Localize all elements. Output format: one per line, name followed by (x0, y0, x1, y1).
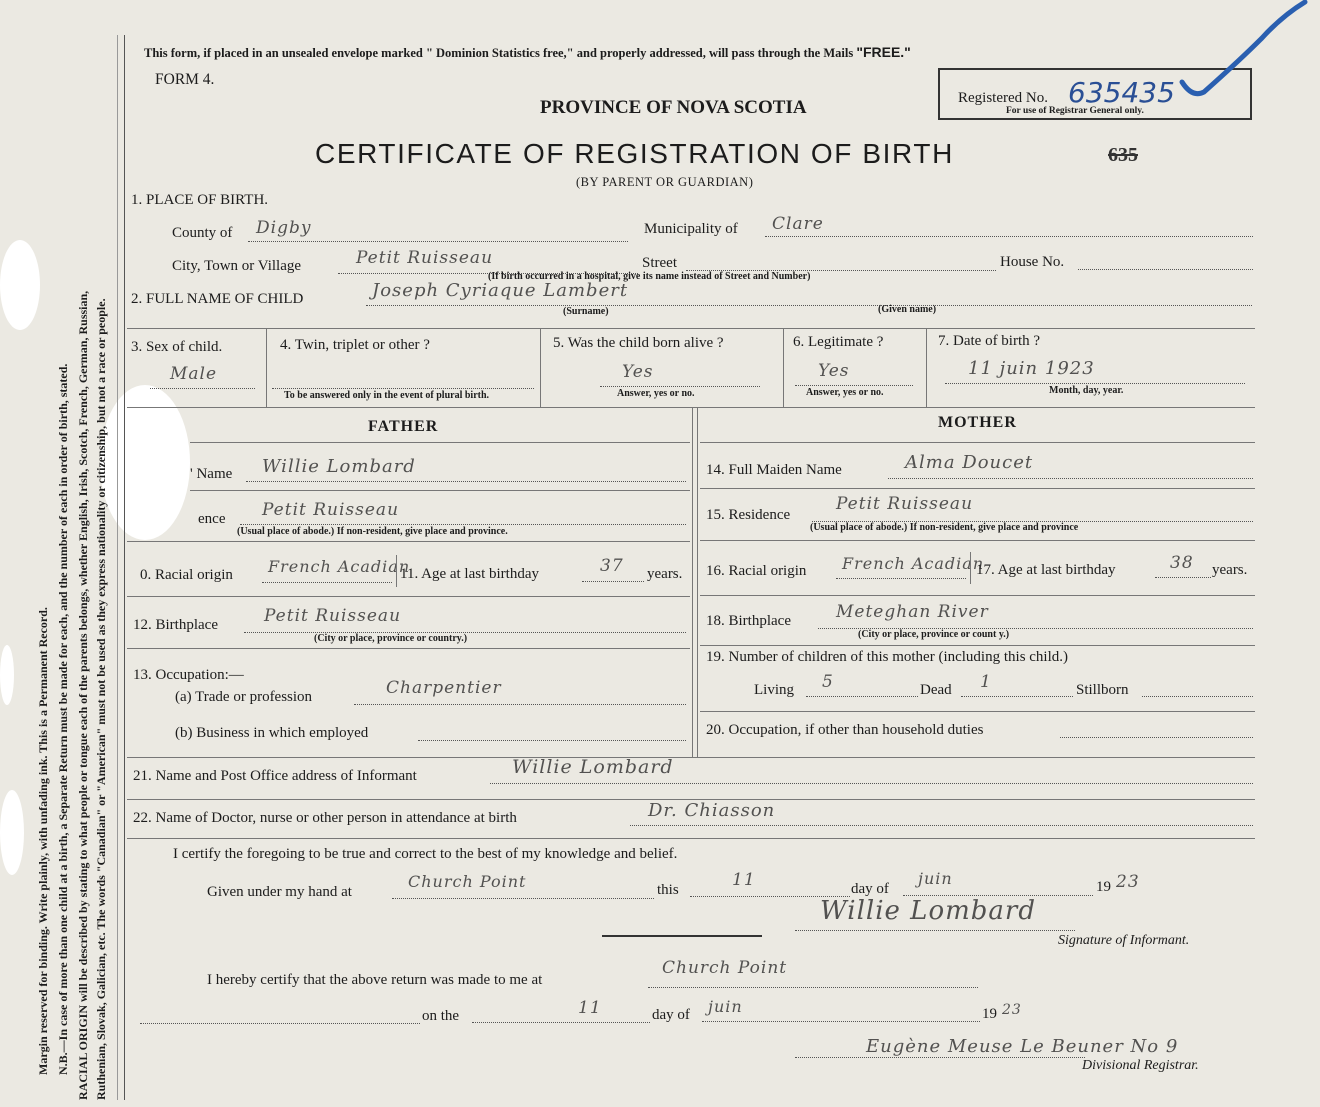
father-name-label: ' Name (190, 466, 233, 482)
margin-border (117, 35, 118, 1100)
registrar-year-suffix: 23 (1002, 1002, 1022, 1018)
registered-number: 635435 (1068, 76, 1175, 109)
on-the-label: on the (422, 1008, 460, 1024)
given-year-suffix: 23 (1116, 872, 1140, 892)
father-age-label: 11. Age at last birthday (400, 566, 539, 582)
alive-note: Answer, yes or no. (617, 388, 695, 399)
form-number: FORM 4. (155, 71, 215, 88)
street-label: Street (642, 255, 677, 271)
registrar-place-value: Church Point (662, 958, 788, 978)
father-residence-label: ence (198, 511, 226, 527)
torn-edge (0, 645, 14, 705)
legitimate-value: Yes (818, 361, 850, 381)
mother-age-years: years. (1212, 562, 1248, 578)
mother-age-label: 17. Age at last birthday (976, 562, 1116, 578)
mail-notice-text: This form, if placed in an unsealed envelope marked " Dominion Statistics free," and properly addressed, will pass through the Mails (144, 46, 854, 60)
mother-residence-label: 15. Residence (706, 507, 791, 523)
margin-note-racial-origin: RACIAL ORIGIN will be described by stating to what people or tongue each of the parents belongs, whether English, Irish, Scotch, French, German, Russian, (76, 290, 90, 1100)
registered-label: Registered No. (958, 90, 1048, 106)
province-title: PROVINCE OF NOVA SCOTIA (540, 97, 807, 118)
occupation-label: 13. Occupation:— (133, 667, 244, 683)
house-label: House No. (1000, 254, 1065, 270)
legitimate-label: 6. Legitimate ? (793, 334, 884, 350)
twin-note: To be answered only in the event of plural birth. (284, 390, 490, 401)
informant-label: 21. Name and Post Office address of Informant (133, 768, 417, 784)
given-place-value: Church Point (408, 872, 527, 891)
mother-residence-value: Petit Ruisseau (836, 494, 974, 514)
dead-value: 1 (980, 672, 992, 692)
crossed-number: 635 (1108, 144, 1138, 166)
city-value: Petit Ruisseau (356, 248, 494, 268)
place-of-birth-heading: 1. PLACE OF BIRTH. (131, 192, 269, 208)
municipality-label: Municipality of (644, 221, 738, 237)
municipality-value: Clare (772, 214, 824, 234)
father-heading: FATHER (368, 418, 439, 435)
day-of-label-2: day of (652, 1007, 690, 1023)
registrar-year-prefix: 19 (982, 1006, 997, 1022)
registrar-signature: Eugène Meuse Le Beuner No 9 (866, 1036, 1179, 1057)
doctor-value: Dr. Chiasson (648, 800, 776, 821)
registrar-note: For use of Registrar General only. (1006, 106, 1144, 116)
torn-edge (0, 790, 24, 875)
margin-note-binding: Margin reserved for binding. Write plainly, with unfading ink. This is a Permanent Record. (36, 607, 50, 1075)
father-racial-value: French Acadian (268, 557, 411, 576)
father-name-value: Willie Lombard (262, 456, 416, 477)
dob-label: 7. Date of birth ? (938, 333, 1041, 349)
father-residence-note: (Usual place of abode.) If non-resident, give place and province. (237, 526, 508, 537)
given-day-value: 11 (732, 870, 756, 890)
dob-value: 11 juin 1923 (968, 358, 1095, 379)
mail-notice (144, 44, 911, 61)
child-name-label: 2. FULL NAME OF CHILD (131, 291, 304, 307)
margin-border (124, 35, 125, 1100)
mother-name-label: 14. Full Maiden Name (706, 462, 842, 478)
alive-value: Yes (622, 362, 654, 382)
informant-signature: Willie Lombard (820, 896, 1036, 926)
mother-heading: MOTHER (938, 414, 1017, 431)
day-of-label: day of (851, 881, 889, 897)
signature-informant-label: Signature of Informant. (1058, 933, 1190, 948)
margin-note-multiple-births: N.B.—In case of more than one child at a birth, a Separate Return must be made for each, and the number of each in order of birth, stated. (56, 363, 70, 1075)
father-racial-label: 0. Racial origin (140, 567, 233, 583)
given-year-prefix: 19 (1096, 879, 1111, 895)
given-month-value: juin (918, 869, 953, 888)
certificate-title: CERTIFICATE OF REGISTRATION OF BIRTH (315, 138, 954, 169)
sex-value: Male (170, 364, 218, 384)
business-label: (b) Business in which employed (175, 725, 369, 741)
dead-label: Dead (920, 682, 952, 698)
mother-birthplace-value: Meteghan River (836, 602, 989, 622)
living-value: 5 (822, 672, 834, 692)
registrar-month-value: juin (708, 997, 743, 1016)
registrar-day-value: 11 (578, 998, 602, 1018)
children-label: 19. Number of children of this mother (including this child.) (706, 649, 1069, 665)
stillborn-label: Stillborn (1076, 682, 1129, 698)
certificate-subtitle: (BY PARENT OR GUARDIAN) (576, 175, 754, 189)
mother-birthplace-note: (City or place, province or count y.) (858, 629, 1010, 640)
mail-notice-free: "FREE." (856, 44, 911, 60)
trade-value: Charpentier (386, 678, 502, 698)
mother-birthplace-label: 18. Birthplace (706, 613, 791, 629)
trade-label: (a) Trade or profession (175, 689, 313, 705)
father-residence-value: Petit Ruisseau (262, 500, 400, 520)
county-label: County of (172, 225, 233, 241)
alive-label: 5. Was the child born alive ? (553, 335, 724, 351)
mother-racial-label: 16. Racial origin (706, 563, 807, 579)
mother-age-value: 38 (1170, 553, 1194, 573)
father-age-years: years. (647, 566, 683, 582)
sex-label: 3. Sex of child. (131, 339, 223, 355)
father-age-value: 37 (600, 556, 624, 576)
informant-value: Willie Lombard (512, 756, 674, 778)
child-name-value: Joseph Cyriaque Lambert (372, 280, 629, 301)
this-label: this (657, 882, 679, 898)
doctor-label: 22. Name of Doctor, nurse or other person in attendance at birth (133, 810, 517, 826)
divisional-registrar-label: Divisional Registrar. (1082, 1058, 1199, 1073)
mother-name-value: Alma Doucet (905, 452, 1034, 473)
father-birthplace-note: (City or place, province or country.) (314, 633, 468, 644)
registrar-statement: I hereby certify that the above return was made to me at (207, 972, 543, 988)
given-under-label: Given under my hand at (207, 884, 352, 900)
surname-note: (Surname) (563, 306, 609, 317)
legitimate-note: Answer, yes or no. (806, 387, 884, 398)
margin-note-nationality: Ruthenian, Slovak, Galician, etc. The words "Canadian" or "American" must not be used as they express nationality or citizenship, but not a race or people. (94, 298, 108, 1100)
father-birthplace-value: Petit Ruisseau (264, 606, 402, 626)
given-name-note: (Given name) (878, 304, 937, 315)
mother-residence-note: (Usual place of abode.) If non-resident, give place and province (810, 522, 1079, 533)
check-mark-icon (1170, 0, 1320, 110)
mother-occupation-label: 20. Occupation, if other than household duties (706, 722, 984, 738)
county-value: Digby (256, 218, 312, 238)
father-birthplace-label: 12. Birthplace (133, 617, 218, 633)
hospital-note: (If birth occurred in a hospital, give its name instead of Street and Number) (488, 271, 811, 282)
city-label: City, Town or Village (172, 258, 302, 274)
dob-note: Month, day, year. (1049, 385, 1124, 396)
torn-edge (0, 240, 40, 330)
living-label: Living (754, 682, 794, 698)
mother-racial-value: French Acadian (842, 554, 985, 573)
torn-hole (100, 385, 190, 540)
twin-label: 4. Twin, triplet or other ? (280, 337, 430, 353)
certify-statement: I certify the foregoing to be true and correct to the best of my knowledge and belief. (173, 846, 678, 862)
